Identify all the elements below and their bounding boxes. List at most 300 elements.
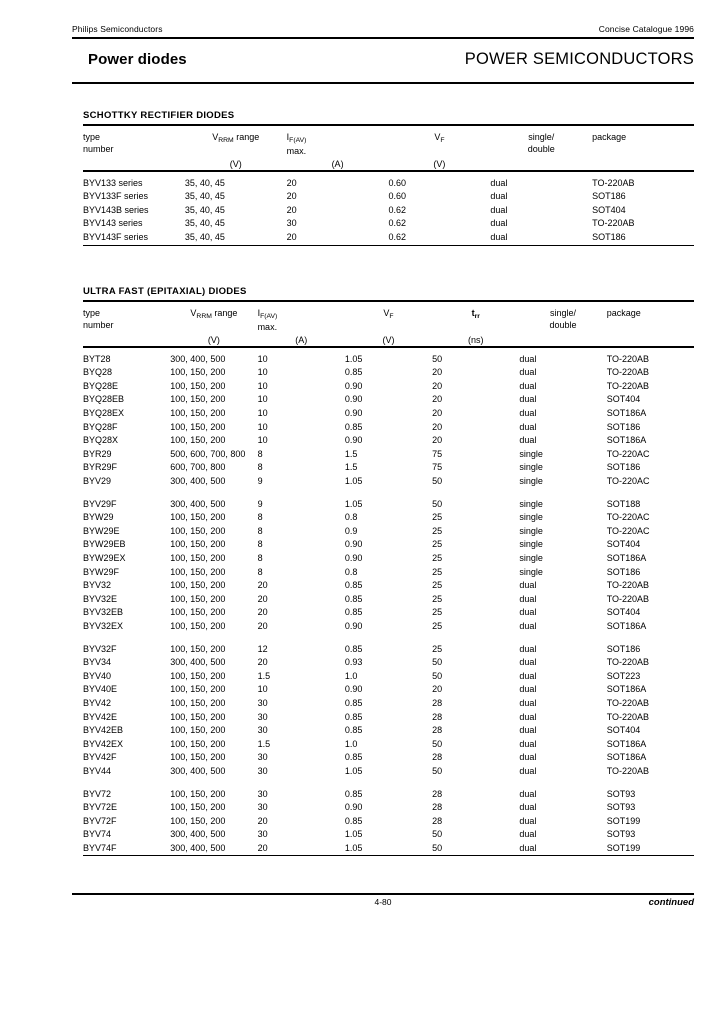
cell-pkg: TO-220AC xyxy=(606,525,650,536)
cell-vf: 1.05 xyxy=(344,476,363,487)
cell-vrrm: 35, 40, 45 xyxy=(184,204,225,215)
cell-trr: 28 xyxy=(432,788,443,799)
cell-sd: single xyxy=(519,476,543,487)
cell-vrrm: 100, 150, 200 xyxy=(170,408,226,419)
cell-vrrm: 500, 600, 700, 800 xyxy=(170,448,246,459)
group-separator xyxy=(83,779,694,788)
cell-sd: dual xyxy=(519,408,537,419)
cell-pkg: SOT404 xyxy=(592,204,626,215)
cell-if: 10 xyxy=(257,435,268,446)
cell-type: BYV143B series xyxy=(83,204,149,215)
document-category-title: POWER SEMICONDUCTORS xyxy=(464,49,694,68)
cell-vf: 0.85 xyxy=(344,607,363,618)
cell-trr: 20 xyxy=(432,684,443,695)
cell-vf: 0.90 xyxy=(344,553,363,563)
table-row xyxy=(83,656,694,670)
title-band xyxy=(72,44,694,74)
cell-pkg: SOT186 xyxy=(606,566,641,577)
cell-vrrm: 100, 150, 200 xyxy=(170,643,226,654)
cell-vrrm: 35, 40, 45 xyxy=(184,218,225,229)
cell-pkg: SOT186 xyxy=(606,462,641,473)
cell-sd: dual xyxy=(519,367,537,378)
cell-trr: 20 xyxy=(432,367,443,378)
cell-vf: 0.90 xyxy=(344,380,363,391)
table-row xyxy=(83,643,694,657)
cell-vrrm: 100, 150, 200 xyxy=(170,752,226,763)
cell-if: 20 xyxy=(257,620,268,631)
cell-vrrm: 100, 150, 200 xyxy=(170,607,226,618)
cell-sd: dual xyxy=(519,620,537,631)
col-header-type: type number xyxy=(83,307,114,331)
cell-sd: dual xyxy=(519,738,537,749)
cell-trr: 50 xyxy=(432,657,443,668)
cell-type: BYR29F xyxy=(83,462,118,473)
cell-trr: 25 xyxy=(432,580,443,591)
cell-type: BYV143 series xyxy=(83,218,143,229)
cell-type: BYW29E xyxy=(83,525,120,536)
cell-trr: 28 xyxy=(432,711,443,722)
title-rule xyxy=(72,82,694,84)
cell-trr: 25 xyxy=(432,539,443,550)
cell-vf: 1.05 xyxy=(344,842,363,853)
cell-vrrm: 300, 400, 500 xyxy=(170,498,226,509)
cell-vf: 0.62 xyxy=(388,204,407,215)
cell-vf: 0.62 xyxy=(388,232,407,243)
cell-sd: dual xyxy=(519,697,537,708)
cell-if: 8 xyxy=(257,566,263,577)
cell-trr: 20 xyxy=(432,394,443,405)
cell-if: 30 xyxy=(257,765,268,776)
cell-vrrm: 35, 40, 45 xyxy=(184,177,225,188)
section-schottky xyxy=(83,110,694,246)
cell-type: BYV143F series xyxy=(83,232,149,243)
cell-if: 20 xyxy=(257,815,268,826)
cell-type: BYQ28F xyxy=(83,421,118,432)
cell-sd: dual xyxy=(519,580,537,591)
cell-vf: 0.8 xyxy=(344,512,358,523)
col-header-vrrm: $V_{RRM}$ range (V) xyxy=(185,131,287,171)
cell-trr: 75 xyxy=(432,448,443,459)
table-row xyxy=(83,353,694,367)
running-head xyxy=(72,24,694,34)
cell-vf: 0.90 xyxy=(344,435,363,446)
header-rule xyxy=(72,37,694,39)
cell-vf: 0.90 xyxy=(344,684,363,695)
cell-vf: 1.5 xyxy=(344,462,358,473)
cell-vf: 0.85 xyxy=(344,697,363,708)
cell-sd: dual xyxy=(519,593,537,604)
cell-if: 20 xyxy=(257,842,268,853)
cell-trr: 20 xyxy=(432,408,443,419)
cell-vrrm: 300, 400, 500 xyxy=(170,829,226,840)
table-row xyxy=(83,190,694,204)
cell-trr: 25 xyxy=(432,553,443,563)
table-row xyxy=(83,217,694,231)
cell-sd: dual xyxy=(519,788,537,799)
cell-type: BYV74F xyxy=(83,842,117,853)
cell-pkg: SOT186A xyxy=(606,553,647,563)
cell-pkg: TO-220AB xyxy=(592,177,635,188)
cell-sd: dual xyxy=(519,802,537,813)
cell-pkg: TO-220AC xyxy=(606,476,650,487)
cell-vrrm: 100, 150, 200 xyxy=(170,684,226,695)
cell-sd: dual xyxy=(490,232,508,243)
cell-pkg: SOT404 xyxy=(606,607,641,618)
cell-vrrm: 100, 150, 200 xyxy=(170,725,226,736)
cell-trr: 25 xyxy=(432,566,443,577)
cell-trr: 50 xyxy=(432,670,443,681)
cell-vf: 1.05 xyxy=(344,765,363,776)
cell-if: 9 xyxy=(257,476,263,487)
table-row xyxy=(83,593,694,607)
cell-type: BYV42EX xyxy=(83,738,124,749)
cell-type: BYV40 xyxy=(83,670,112,681)
continued-label: continued xyxy=(648,897,694,908)
cell-vrrm: 100, 150, 200 xyxy=(170,525,226,536)
cell-trr: 50 xyxy=(432,498,443,509)
table-row xyxy=(83,366,694,380)
table-row xyxy=(83,724,694,738)
cell-pkg: SOT186A xyxy=(606,408,647,419)
col-header-type: type number xyxy=(83,131,114,155)
cell-pkg: SOT188 xyxy=(606,498,641,509)
cell-if: 10 xyxy=(257,380,268,391)
section-heading: SCHOTTKY RECTIFIER DIODES xyxy=(83,110,235,121)
col-header-if: $I_{F(AV)}$ max. (A) xyxy=(287,131,389,171)
cell-vrrm: 300, 400, 500 xyxy=(170,476,226,487)
cell-pkg: TO-220AB xyxy=(592,218,635,229)
cell-if: 8 xyxy=(257,462,263,473)
table-row xyxy=(83,475,694,489)
cell-if: 30 xyxy=(257,752,268,763)
section-ultrafast xyxy=(83,286,694,856)
cell-trr: 20 xyxy=(432,421,443,432)
cell-pkg: SOT93 xyxy=(606,829,636,840)
col-header-vf: $V_F$ (V) xyxy=(388,131,490,171)
cell-if: 1.5 xyxy=(257,738,271,749)
cell-vrrm: 100, 150, 200 xyxy=(170,620,226,631)
cell-if: 20 xyxy=(257,580,268,591)
cell-vrrm: 100, 150, 200 xyxy=(170,380,226,391)
cell-vrrm: 100, 150, 200 xyxy=(170,512,226,523)
cell-vrrm: 100, 150, 200 xyxy=(170,738,226,749)
cell-pkg: SOT404 xyxy=(606,394,641,405)
cell-trr: 25 xyxy=(432,607,443,618)
cell-sd: dual xyxy=(490,204,508,215)
cell-vf: 0.85 xyxy=(344,643,363,654)
cell-vf: 0.85 xyxy=(344,367,363,378)
cell-pkg: TO-220AB xyxy=(606,580,650,591)
table-row xyxy=(83,620,694,634)
cell-pkg: SOT186A xyxy=(606,684,647,695)
col-unit-vf: (V) xyxy=(382,334,395,345)
table-row xyxy=(83,407,694,421)
col-header-vf: $V_F$ (V) xyxy=(345,307,432,347)
cell-sd: dual xyxy=(519,353,537,364)
cell-vrrm: 100, 150, 200 xyxy=(170,539,226,550)
table-row xyxy=(83,788,694,802)
cell-if: 20 xyxy=(286,177,297,188)
cell-if: 20 xyxy=(257,593,268,604)
cell-vf: 1.05 xyxy=(344,498,363,509)
cell-vrrm: 100, 150, 200 xyxy=(170,788,226,799)
cell-sd: dual xyxy=(490,177,508,188)
col-unit-vrrm: (V) xyxy=(207,334,220,345)
table-row xyxy=(83,801,694,815)
cell-if: 20 xyxy=(286,204,297,215)
cell-trr: 28 xyxy=(432,802,443,813)
cell-sd: dual xyxy=(490,191,508,202)
cell-type: BYV133 series xyxy=(83,177,143,188)
cell-vrrm: 100, 150, 200 xyxy=(170,593,226,604)
table-row xyxy=(83,380,694,394)
cell-sd: single xyxy=(519,512,543,523)
cell-trr: 50 xyxy=(432,842,443,853)
cell-type: BYR29 xyxy=(83,448,112,459)
cell-vrrm: 100, 150, 200 xyxy=(170,697,226,708)
table-row xyxy=(83,815,694,829)
cell-sd: dual xyxy=(519,725,537,736)
cell-sd: dual xyxy=(519,394,537,405)
col-unit-if: (A) xyxy=(331,158,344,169)
cell-vf: 0.85 xyxy=(344,815,363,826)
table-row xyxy=(83,683,694,697)
col-header-package: package xyxy=(606,307,641,318)
col-header-vrrm: $V_{RRM}$ range (V) xyxy=(170,307,257,347)
cell-if: 1.5 xyxy=(257,670,271,681)
cell-trr: 50 xyxy=(432,738,443,749)
cell-vf: 0.90 xyxy=(344,394,363,405)
cell-type: BYQ28EX xyxy=(83,408,125,419)
cell-if: 20 xyxy=(286,191,297,202)
cell-type: BYW29EB xyxy=(83,539,126,550)
col-unit-vrrm: (V) xyxy=(229,158,242,169)
table-row xyxy=(83,393,694,407)
cell-type: BYV34 xyxy=(83,657,112,668)
cell-vrrm: 100, 150, 200 xyxy=(170,421,226,432)
cell-type: BYV42 xyxy=(83,697,112,708)
cell-if: 30 xyxy=(257,788,268,799)
col-header-package: package xyxy=(592,131,627,142)
cell-type: BYV32 xyxy=(83,580,112,591)
cell-sd: single xyxy=(519,539,543,550)
cell-pkg: TO-220AB xyxy=(606,593,650,604)
cell-vrrm: 35, 40, 45 xyxy=(184,191,225,202)
cell-pkg: TO-220AC xyxy=(606,448,650,459)
cell-vrrm: 100, 150, 200 xyxy=(170,435,226,446)
cell-trr: 28 xyxy=(432,815,443,826)
group-separator xyxy=(83,489,694,498)
cell-if: 8 xyxy=(257,539,263,550)
cell-vrrm: 35, 40, 45 xyxy=(184,232,225,243)
cell-vrrm: 300, 400, 500 xyxy=(170,353,226,364)
ultrafast-rows xyxy=(83,353,694,856)
cell-type: BYQ28X xyxy=(83,435,119,446)
cell-trr: 75 xyxy=(432,462,443,473)
cell-type: BYV32EX xyxy=(83,620,124,631)
table-row xyxy=(83,204,694,218)
section-rule-bottom xyxy=(83,855,694,856)
schottky-rows xyxy=(83,177,694,245)
table-header-row xyxy=(83,131,694,171)
cell-if: 10 xyxy=(257,684,268,695)
cell-trr: 28 xyxy=(432,697,443,708)
cell-pkg: TO-220AB xyxy=(606,367,650,378)
cell-if: 30 xyxy=(257,711,268,722)
cell-if: 8 xyxy=(257,553,263,563)
page-title: Power diodes xyxy=(88,50,187,68)
cell-vrrm: 100, 150, 200 xyxy=(170,553,226,563)
cell-type: BYV72F xyxy=(83,815,117,826)
cell-if: 8 xyxy=(257,512,263,523)
cell-trr: 25 xyxy=(432,512,443,523)
col-header-single-double: single/ double xyxy=(549,307,577,331)
table-row xyxy=(83,670,694,684)
cell-pkg: TO-220AC xyxy=(606,512,650,523)
cell-type: BYV32E xyxy=(83,593,118,604)
table-row xyxy=(83,461,694,475)
cell-pkg: SOT404 xyxy=(606,725,641,736)
table-row xyxy=(83,231,694,245)
cell-sd: dual xyxy=(519,815,537,826)
cell-type: BYV42F xyxy=(83,752,117,763)
cell-vrrm: 100, 150, 200 xyxy=(170,815,226,826)
table-row xyxy=(83,738,694,752)
table-row xyxy=(83,498,694,512)
table-row xyxy=(83,842,694,856)
cell-if: 9 xyxy=(257,498,263,509)
cell-if: 30 xyxy=(257,802,268,813)
col-unit-vf: (V) xyxy=(433,158,446,169)
cell-pkg: SOT186 xyxy=(606,421,641,432)
cell-vf: 1.05 xyxy=(344,353,363,364)
page-number: 4-80 xyxy=(374,897,392,907)
cell-trr: 25 xyxy=(432,525,443,536)
cell-pkg: SOT186A xyxy=(606,620,647,631)
table-row xyxy=(83,765,694,779)
cell-vf: 0.90 xyxy=(344,539,363,550)
cell-sd: dual xyxy=(519,421,537,432)
cell-type: BYV32EB xyxy=(83,607,124,618)
cell-type: BYV29F xyxy=(83,498,117,509)
cell-vf: 0.8 xyxy=(344,566,358,577)
cell-type: BYQ28E xyxy=(83,380,119,391)
schottky-body xyxy=(83,172,694,245)
cell-type: BYV40E xyxy=(83,684,118,695)
cell-sd: dual xyxy=(519,752,537,763)
cell-vf: 0.90 xyxy=(344,408,363,419)
cell-if: 30 xyxy=(257,829,268,840)
cell-sd: single xyxy=(519,498,543,509)
cell-type: BYV29 xyxy=(83,476,112,487)
table-row xyxy=(83,828,694,842)
cell-sd: single xyxy=(519,448,543,459)
cell-vf: 0.85 xyxy=(344,421,363,432)
cell-vrrm: 100, 150, 200 xyxy=(170,394,226,405)
cell-pkg: SOT93 xyxy=(606,802,636,813)
cell-if: 20 xyxy=(257,657,268,668)
cell-vf: 1.5 xyxy=(344,448,358,459)
cell-trr: 50 xyxy=(432,765,443,776)
table-row xyxy=(83,697,694,711)
cell-pkg: SOT199 xyxy=(606,842,641,853)
running-head-right: Concise Catalogue 1996 xyxy=(598,24,694,34)
cell-sd: dual xyxy=(519,607,537,618)
cell-trr: 20 xyxy=(432,380,443,391)
cell-vf: 0.9 xyxy=(344,525,358,536)
cell-if: 10 xyxy=(257,408,268,419)
cell-vf: 0.90 xyxy=(344,802,363,813)
table-header-row xyxy=(83,307,694,347)
cell-vrrm: 100, 150, 200 xyxy=(170,580,226,591)
group-separator xyxy=(83,634,694,643)
col-header-if: $I_{F(AV)}$ max. (A) xyxy=(258,307,345,347)
cell-if: 8 xyxy=(257,525,263,536)
cell-sd: dual xyxy=(519,435,537,446)
cell-vf: 0.60 xyxy=(388,177,407,188)
cell-sd: dual xyxy=(519,711,537,722)
cell-if: 30 xyxy=(257,697,268,708)
col-header-trr: $t_{rr}$ (ns) xyxy=(432,307,519,347)
cell-type: BYV72 xyxy=(83,788,112,799)
cell-vf: 1.0 xyxy=(344,670,358,681)
cell-if: 20 xyxy=(257,607,268,618)
cell-sd: single xyxy=(519,525,543,536)
cell-trr: 25 xyxy=(432,593,443,604)
cell-pkg: SOT199 xyxy=(606,815,641,826)
cell-if: 20 xyxy=(286,232,297,243)
cell-vrrm: 300, 400, 500 xyxy=(170,842,226,853)
cell-trr: 28 xyxy=(432,725,443,736)
table-row xyxy=(83,448,694,462)
cell-sd: dual xyxy=(519,829,537,840)
cell-pkg: SOT186A xyxy=(606,738,647,749)
cell-vf: 0.60 xyxy=(388,191,407,202)
cell-vrrm: 100, 150, 200 xyxy=(170,802,226,813)
cell-if: 12 xyxy=(257,643,268,654)
table-row xyxy=(83,566,694,580)
cell-type: BYV32F xyxy=(83,643,117,654)
cell-pkg: SOT186A xyxy=(606,435,647,446)
cell-sd: dual xyxy=(519,684,537,695)
cell-sd: single xyxy=(519,566,543,577)
cell-if: 8 xyxy=(257,448,263,459)
cell-vf: 0.85 xyxy=(344,725,363,736)
cell-type: BYV72E xyxy=(83,802,118,813)
cell-vrrm: 600, 700, 800 xyxy=(170,462,226,473)
ultrafast-table xyxy=(83,302,694,347)
cell-type: BYQ28EB xyxy=(83,394,125,405)
table-row xyxy=(83,511,694,525)
table-row xyxy=(83,552,694,566)
cell-type: BYT28 xyxy=(83,353,111,364)
cell-pkg: TO-220AB xyxy=(606,353,650,364)
cell-sd: dual xyxy=(490,218,508,229)
cell-type: BYW29F xyxy=(83,566,120,577)
cell-pkg: TO-220AB xyxy=(606,380,650,391)
table-row xyxy=(83,606,694,620)
cell-pkg: TO-220AB xyxy=(606,657,650,668)
table-row xyxy=(83,421,694,435)
cell-vf: 0.90 xyxy=(344,620,363,631)
cell-vf: 0.85 xyxy=(344,752,363,763)
cell-trr: 25 xyxy=(432,620,443,631)
cell-vf: 0.85 xyxy=(344,593,363,604)
table-row xyxy=(83,177,694,191)
cell-type: BYQ28 xyxy=(83,367,113,378)
section-rule-bottom xyxy=(83,245,694,246)
footer xyxy=(72,897,694,913)
